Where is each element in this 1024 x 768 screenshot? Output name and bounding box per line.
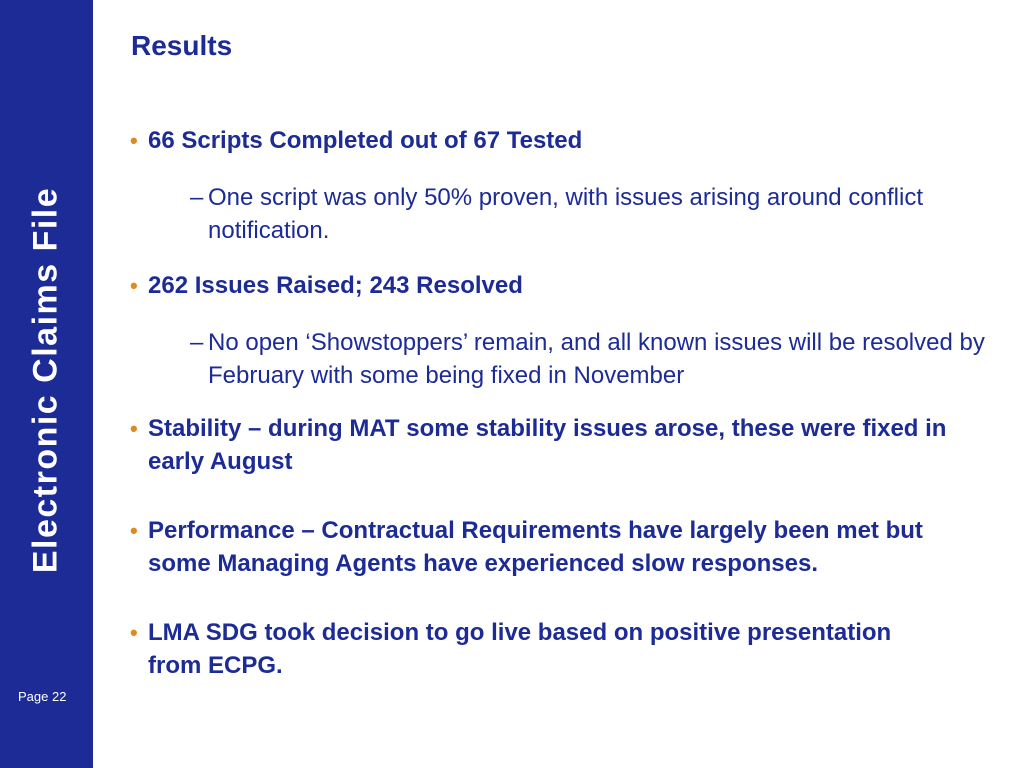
- slide-title: Results: [131, 30, 233, 61]
- bullet-list: [130, 124, 990, 682]
- bullet-text: LMA SDG took decision to go live based on positive presentation from ECPG.: [148, 619, 892, 679]
- bullet-item: [130, 412, 948, 478]
- sidebar: [0, 0, 93, 768]
- bullet-text: 66 Scripts Completed out of 67 Tested: [148, 127, 583, 154]
- bullet-item: [130, 616, 908, 682]
- bullet-dot-icon: •: [130, 128, 138, 153]
- bullet-dot-icon: •: [130, 620, 138, 645]
- bullet-dot-icon: •: [130, 416, 138, 441]
- page-number: Page 22: [18, 689, 67, 704]
- bullet-item: [130, 269, 990, 302]
- sidebar-title: Electronic Claims File: [26, 186, 65, 574]
- sub-bullet-text: No open ‘Showstoppers’ remain, and all known issues will be resolved by February with some being fixed in November: [208, 329, 985, 389]
- bullet-text: Performance – Contractual Requirements have largely been met but some Managing Agents have experienced slow responses.: [148, 517, 923, 577]
- bullet-dot-icon: •: [130, 273, 138, 298]
- dash-icon: –: [190, 329, 204, 356]
- bullet-dot-icon: •: [130, 518, 138, 543]
- bullet-item: [130, 514, 988, 580]
- sub-bullet-text: One script was only 50% proven, with issues arising around conflict notification.: [208, 184, 924, 244]
- bullet-text: 262 Issues Raised; 243 Resolved: [148, 272, 523, 299]
- dash-icon: –: [190, 184, 204, 211]
- sub-bullet-item: [190, 326, 988, 392]
- sub-bullet-item: [190, 181, 988, 247]
- bullet-text: Stability – during MAT some stability issues arose, these were fixed in early August: [148, 415, 947, 475]
- bullet-item: [130, 124, 990, 157]
